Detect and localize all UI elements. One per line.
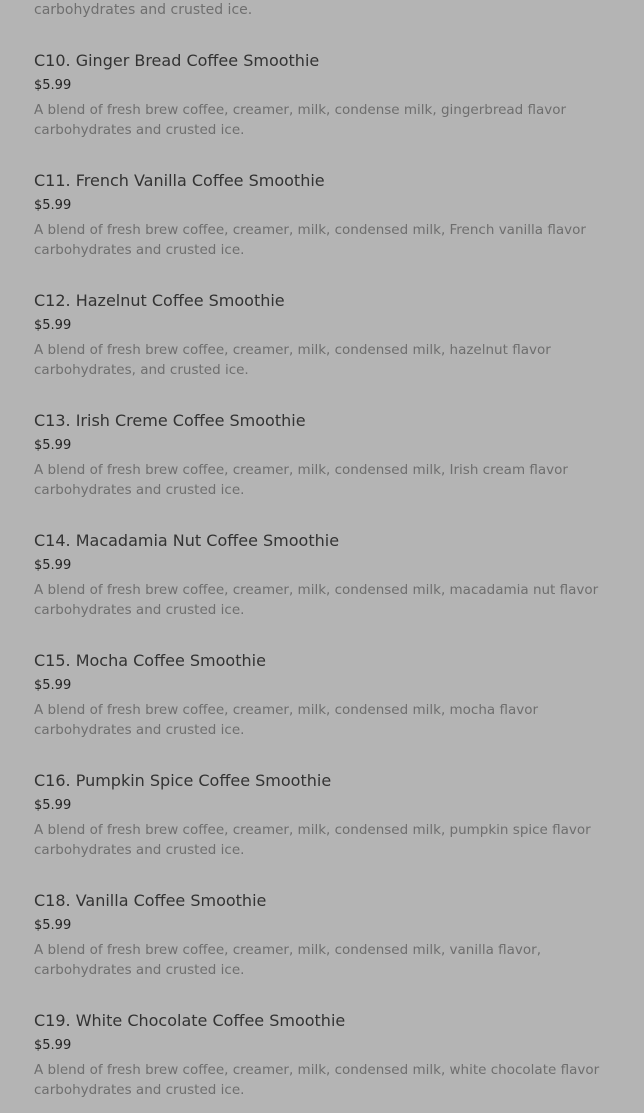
- item-title: C14. Macadamia Nut Coffee Smoothie: [34, 531, 340, 550]
- item-description: A blend of fresh brew coffee, creamer, milk, condensed milk, hazelnut flavor carbohydrates, and crusted ice.: [34, 342, 551, 378]
- item-title: C15. Mocha Coffee Smoothie: [34, 651, 266, 670]
- item-price: $5.99: [34, 798, 72, 813]
- menu-item-c16[interactable]: [34, 770, 624, 890]
- item-price: $5.99: [34, 438, 72, 453]
- menu-item-c12[interactable]: [34, 290, 624, 410]
- item-price: $5.99: [34, 558, 72, 573]
- item-description: A blend of fresh brew coffee, creamer, milk, condensed milk, Irish cream flavor carbohydrates and crusted ice.: [34, 462, 568, 498]
- item-title: C19. White Chocolate Coffee Smoothie: [34, 1011, 346, 1030]
- item-title: C16. Pumpkin Spice Coffee Smoothie: [34, 771, 332, 790]
- item-description: A blend of fresh brew coffee, creamer, milk, condensed milk, French vanilla flavor carbohydrates and crusted ice.: [34, 222, 586, 258]
- menu-item-c14[interactable]: [34, 530, 624, 650]
- item-title: C12. Hazelnut Coffee Smoothie: [34, 291, 285, 310]
- menu-item-c18[interactable]: [34, 890, 624, 1010]
- item-price: $5.99: [34, 198, 72, 213]
- menu-item-c10[interactable]: [34, 50, 624, 170]
- menu-item-c11[interactable]: [34, 170, 624, 290]
- menu-item-c15[interactable]: [34, 650, 624, 770]
- item-description: A blend of fresh brew coffee, creamer, milk, condensed milk, macadamia nut flavor carbohydrates and crusted ice.: [34, 582, 599, 618]
- menu-item-list: [34, 50, 624, 1113]
- item-title: C18. Vanilla Coffee Smoothie: [34, 891, 267, 910]
- item-description: A blend of fresh brew coffee, creamer, milk, condense milk, gingerbread flavor carbohydrates and crusted ice.: [34, 102, 567, 138]
- item-description: A blend of fresh brew coffee, creamer, milk, condensed milk, mocha flavor carbohydrates and crusted ice.: [34, 702, 539, 738]
- item-price: $5.99: [34, 918, 72, 933]
- item-title: C11. French Vanilla Coffee Smoothie: [34, 171, 325, 190]
- partial-item-description: carbohydrates and crusted ice.: [34, 2, 253, 18]
- item-price: $5.99: [34, 78, 72, 93]
- item-price: $5.99: [34, 1038, 72, 1053]
- item-title: C10. Ginger Bread Coffee Smoothie: [34, 51, 320, 70]
- menu-item-c13[interactable]: [34, 410, 624, 530]
- item-description: A blend of fresh brew coffee, creamer, milk, condensed milk, white chocolate flavor carbohydrates and crusted ice.: [34, 1062, 600, 1098]
- item-price: $5.99: [34, 318, 72, 333]
- item-description: A blend of fresh brew coffee, creamer, milk, condensed milk, vanilla flavor, carbohydrates and crusted ice.: [34, 942, 542, 978]
- item-price: $5.99: [34, 678, 72, 693]
- item-title: C13. Irish Creme Coffee Smoothie: [34, 411, 306, 430]
- item-description: A blend of fresh brew coffee, creamer, milk, condensed milk, pumpkin spice flavor carbohydrates and crusted ice.: [34, 822, 591, 858]
- menu-item-c19[interactable]: [34, 1010, 624, 1113]
